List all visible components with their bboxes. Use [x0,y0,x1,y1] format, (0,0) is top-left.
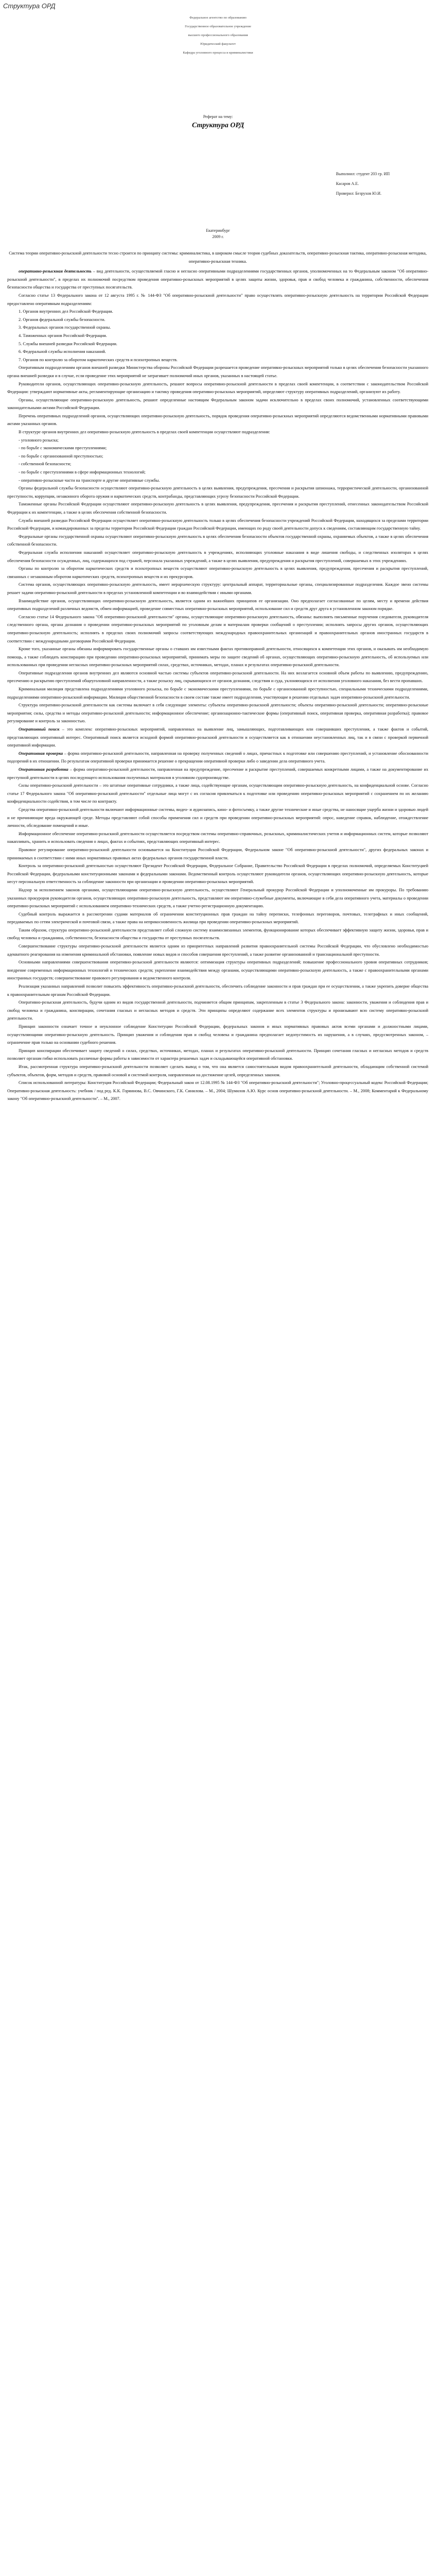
paragraph-text: Оперативные подразделения органов внутренних дел являются основной частью системы субъектов оперативно-розыскной деятельности. На них возлагается основной объем работы по выявлению, предупреждению, пресечению и раскрытию преступлений общеуголовной направленности, а также розыску лиц, скрывающихся от органов дознания, следствия и суда, уклоняющихся от исполнения уголовного наказания, без вести пропавших. [7,670,428,684]
paragraph [7,830,428,846]
paragraph-text: 5. Службы внешней разведки Российской Федерации. [19,341,117,346]
paragraph-text: – это комплекс оперативно-розыскных мероприятий, направленных на выявление лиц, замышляющих, подготавливающих или совершивших преступления, а также фактов и событий, представляющих оперативный интерес. Оперативный поиск является исходной формой оперативно-розыскной деятельности и осуществляется как в отношении неустановленных лиц, так и в связи с проверкой первичной оперативной информации. [7,727,428,748]
paragraph-text: Правовое регулирование оперативно-розыскной деятельности основывается на Конституции Российской Федерации, Федеральном законе "Об оперативно-розыскной деятельности", других федеральных законах и принимаемых в соответствии с ними иных нормативных правовых актах федеральных органов государственной власти. [7,847,428,860]
paragraph-text: Судебный контроль выражается в рассмотрении судами материалов об ограничении конституционных прав граждан на тайну переписки, телефонных переговоров, почтовых, телеграфных и иных сообщений, передаваемых по сетям электрической и почтовой связи, а также права на неприкосновенность жилища при проведении оперативно-розыскных мероприятий. [7,911,428,925]
paragraph [7,926,428,942]
paragraph-text: В структуре органов внутренних дел оперативно-розыскную деятельность в пределах своей компетенции осуществляют подразделения: [19,430,270,435]
essay-title: Структура ОРД [191,122,245,129]
paragraph [7,356,428,364]
paragraph [7,565,428,581]
paragraph [7,1047,428,1063]
paragraph [7,669,428,685]
author-name: Касаров А.Е. [336,181,359,186]
paragraph-text: 6. Федеральной службы исполнения наказаний. [19,349,106,354]
paragraph [7,958,428,982]
paragraph [7,364,428,380]
paragraph [7,396,428,412]
paragraph-text: Согласно статье 13 Федерального закона от 12 августа 1995 г. № 144-ФЗ "Об оперативно-розыскной деятельности" право осуществлять оперативно-розыскную деятельность на территории Российской Федерации предоставлено оперативным подразделениям: [7,293,428,306]
paragraph-text: 4. Таможенных органов Российской Федерации. [19,333,107,338]
paragraph-text: Итак, рассмотренная структура оперативно-розыскной деятельности позволяет сделать вывод о том, что она является самостоятельным видом правоохранительной деятельности, обладающим собственной системой субъектов, объектов, форм, методов и средств, правовой основой и системой контроля, направленным на достижение целей, определенных законом. [7,1064,428,1077]
paragraph [7,581,428,597]
paragraph [7,444,428,452]
paragraph [7,782,428,806]
paragraph-text: Служба внешней разведки Российской Федерации осуществляет оперативно-розыскную деятельность только в целях обеспечения безопасности учреждений Российской Федерации, находящихся за пределами территории Российской Федерации, и командированных за пределы территории Российской Федерации граждан Российской Федерации, имеющих по роду своей деятельности допуск к сведениям, составляющим государственную тайну. [7,518,428,531]
paragraph-text: 3. Федеральных органов государственной охраны. [19,325,111,330]
paragraph-text: – форма оперативно-розыскной деятельности, направленная на предупреждение, пресечение и раскрытие преступлений, совершаемых конкретными лицами, а также на документирование их преступной деятельности в целях последующего использования полученных материалов в уголовном судопроизводстве. [7,767,428,780]
paragraph [7,484,428,500]
paragraph [7,324,428,332]
paragraph-text: Органы по контролю за оборотом наркотических средств и психотропных веществ осуществляют оперативно-розыскную деятельность в целях выявления, предупреждения, пресечения и раскрытия преступлений, связанных с незаконным оборотом наркотических средств, психотропных веществ и их прекурсоров. [7,566,428,579]
paragraph [7,332,428,340]
paragraph [7,292,428,308]
paragraph-text: Система органов, осуществляющих оперативно-розыскную деятельность, имеет иерархическую структуру: центральный аппарат, территориальные органы, специализированные подразделения. Каждое звено системы решает задачи оперативно-розыскной деятельности в пределах установленной компетенции и во взаимодействии с иными органами. [7,582,428,595]
paragraph [7,725,428,750]
signature-block [336,169,390,198]
paragraph-text: Совершенствование структуры оперативно-розыскной деятельности является одним из приоритетных направлений развития правоохранительной системы Российской Федерации, что обусловлено необходимостью адекватного реагирования на изменения криминальной обстановки, появление новых видов и способов совершения преступлений, а также развитие организованной и транснациональной преступности. [7,944,428,957]
paragraph-text: Криминальная милиция представлена подразделениями уголовного розыска, по борьбе с экономическими преступлениями, по борьбе с организованной преступностью, специальными техническими подразделениями, подразделениями оперативно-розыскной информации. Милиция общественной безопасности в своем составе также имеет подразделения, участвующие в решении отдельных задач оперативно-розыскной деятельности. [7,687,428,700]
paragraph [7,750,428,766]
paragraph [7,998,428,1023]
paragraph [7,428,428,436]
paragraph-text: Таможенные органы Российской Федерации осуществляют оперативно-розыскную деятельность в целях выявления, предупреждения, пресечения и раскрытия преступлений, отнесенных законодательством Российской Федерации к их компетенции, а также в целях обеспечения собственной безопасности. [7,502,428,515]
paragraph [7,982,428,998]
paragraph [7,249,428,265]
ministry-line: Государственное образовательное учреждение [185,25,251,28]
paragraph [7,468,428,477]
paragraph [7,942,428,958]
paragraph [7,806,428,830]
term-bold: Оперативная проверка [19,751,63,756]
paragraph [7,316,428,324]
paragraph-text: Информационное обеспечение оперативно-розыскной деятельности осуществляется посредством системы оперативно-справочных, розыскных, криминалистических учетов и информационных систем, которые позволяют накапливать, хранить и использовать сведения о лицах, фактах и событиях, представляющих оперативный интерес. [7,831,428,844]
paragraph [7,348,428,356]
paragraph [7,500,428,516]
essay-label: Реферат на тему: [203,114,233,119]
paragraph-text: Реализация указанных направлений позволит повысить эффективность оперативно-розыскной деятельности, обеспечить соблюдение законности и прав граждан при ее осуществлении, а также укрепить доверие общества к правоохранительным органам Российской Федерации. [7,984,428,997]
paragraph-text: Система теории оперативно-розыскной деятельности тесно строится по принципу системы: криминалистика, в широком смысле теория судебных доказательств, оперативно-розыскная тактика, оперативно-розыскная методика, оперативно-розыскная техника. [9,251,427,264]
paragraph-text: 1. Органов внутренних дел Российской Федерации. [19,309,113,314]
city: Екатеринбург [206,228,230,233]
paragraph [7,460,428,468]
paragraph-text: Таким образом, структура оперативно-розыскной деятельности представляет собой сложную систему взаимосвязанных элементов, функционирование которых обеспечивает эффективную защиту жизни, здоровья, прав и свобод человека и гражданина, собственности, безопасности общества и государства от преступных посягательств. [7,927,428,941]
paragraph-text: Надзор за исполнением законов органами, осуществляющими оперативно-розыскную деятельность, осуществляют Генеральный прокурор Российской Федерации и уполномоченные им прокуроры. По требованию указанных прокуроров руководители органов, осуществляющих оперативно-розыскную деятельность, представляют им оперативно-служебные документы, включающие в себя дела оперативного учета, материалы о проведении оперативно-розыскных мероприятий с использованием оперативно-технических средств, а также учетно-регистрационную документацию. [7,887,428,909]
paragraph-text: Список использованной литературы: Конституция Российской Федерации; Федеральный закон от 12.08.1995 № 144-ФЗ "Об оперативно-розыскной деятельности"; Уголовно-процессуальный кодекс Российской Федерации; Оперативно-розыскная деятельность: учебник / под ред. К.К. Горяинова, В.С. Овчинского, Г.К. Синилова. – М., 2004; Шумилов А.Ю. Курс основ оперативно-розыскной деятельности. – М., 2008; Комментарий к Федеральному закону "Об оперативно-розыскной деятельности". – М., 2007. [7,1080,428,1101]
paragraph [7,862,428,886]
paragraph-text: 7. Органов по контролю за оборотом наркотических средств и психотропных веществ. [19,357,178,362]
paragraph-text: Органы федеральной службы безопасности осуществляют оперативно-розыскную деятельность в целях выявления, предупреждения, пресечения и раскрытия шпионажа, террористической деятельности, организованной преступности, коррупции, незаконного оборота оружия и наркотических средств, контрабанды, представляющих угрозу безопасности Российской Федерации. [7,486,428,499]
paragraph [7,701,428,725]
term-bold: Оперативная разработка [19,767,68,772]
paragraph [7,910,428,926]
paragraph [7,613,428,645]
paragraph [7,1079,428,1103]
paragraph-text: Силы оперативно-розыскной деятельности – это штатные оперативные сотрудники, а также лица, содействующие органам, осуществляющим оперативно-розыскную деятельность, на конфиденциальной основе. Согласно статье 17 Федерального закона "Об оперативно-розыскной деятельности" отдельные лица могут с их согласия привлекаться к подготовке или проведению оперативно-розыскных мероприятий с сохранением по их желанию конфиденциальности содействия, в том числе по контракту. [7,783,428,804]
paragraph-text: Оперативным подразделениям органов внешней разведки Министерства обороны Российской Федерации разрешается проведение оперативно-розыскных мероприятий только в целях обеспечения безопасности указанного органа внешней разведки и в случае, если проведение этих мероприятий не затрагивает полномочий иных органов, указанных в настоящей статье. [7,365,428,378]
paragraph [7,477,428,485]
paragraph-text: - по борьбе с преступлениями в сфере информационных технологий; [19,470,146,475]
term-bold: оперативно-розыскная деятельность [19,269,92,274]
author-line: Выполнил: студент 203 гр. ИП [336,172,390,176]
paragraph-text: Средства оперативно-розыскной деятельности включают информационные системы, видео- и аудиозапись, кино- и фотосъемку, а также другие технические и иные средства, не наносящие ущерба жизни и здоровью людей и не причиняющие вреда окружающей среде. Методы представляют собой способы применения сил и средств при проведении оперативно-розыскных мероприятий: опрос, наведение справок, наблюдение, отождествление личности, обследование помещений и иные. [7,807,428,828]
paragraph [7,597,428,613]
paragraph-text: - собственной безопасности; [19,462,72,467]
paragraph-text: - уголовного розыска; [19,437,59,443]
paragraph [7,685,428,701]
ministry-line: высшего профессионального образования [188,33,248,37]
place-date [0,228,436,240]
paragraph-text: Принцип законности означает точное и неуклонное соблюдение Конституции Российской Федерации, федеральных законов и иных нормативных правовых актов всеми органами и должностными лицами, осуществляющими оперативно-розыскную деятельность. Принцип уважения и соблюдения прав и свобод человека и гражданина предполагает недопустимость их нарушения, а в случаях, предусмотренных законом, – ограничение прав только на основании судебного решения. [7,1024,428,1045]
paragraph [7,452,428,461]
paragraph [7,267,428,292]
paragraph-text: Органы, осуществляющие оперативно-розыскную деятельность, решают определенные настоящим Федеральным законом задачи исключительно в пределах своих полномочий, установленных соответствующими законодательными актами Российской Федерации. [7,397,428,411]
paragraph-text: Кроме того, указанные органы обязаны информировать государственные органы о ставших им известными фактах противоправной деятельности, относящихся к компетенции этих органов, и оказывать им необходимую помощь, а также соблюдать конспирацию при проведении оперативно-розыскных мероприятий, принимать меры по защите сведений об органах, осуществляющих оперативно-розыскную деятельность, об используемых или использованных при проведении негласных оперативно-розыскных мероприятий силах, средствах, источниках, методах, планах и результатах оперативно-розыскной деятельности. [7,647,428,668]
paragraph-text: Руководители органов, осуществляющих оперативно-розыскную деятельность, решают вопросы оперативно-розыскной деятельности в пределах своей компетенции, в соответствии с законодательством Российской Федерации: утверждают нормативные акты, регламентирующие организацию и тактику проведения оперативно-розыскных мероприятий, определяют структуру оперативных подразделений, организуют их работу. [7,381,428,395]
site-title: Структура ОРД [3,2,56,10]
paragraph-text: Основными направлениями совершенствования оперативно-розыскной деятельности являются: оптимизация структуры оперативных подразделений; повышение профессионального уровня оперативных сотрудников; внедрение современных информационных технологий и технических средств; укрепление взаимодействия между органами, осуществляющими оперативно-розыскную деятельность, а также с правоохранительными органами иностранных государств; совершенствование правового регулирования и ведомственного контроля. [7,960,428,981]
paragraph-text: Федеральная служба исполнения наказаний осуществляет оперативно-розыскную деятельность в учреждениях, исполняющих уголовные наказания в виде лишения свободы, и следственных изоляторах в целях обеспечения безопасности осужденных, лиц, содержащихся под стражей, персонала указанных учреждений, а также в целях выявления, предупреждения и раскрытия преступлений, совершаемых в этих учреждениях. [7,550,428,563]
paragraph-text: Согласно статье 14 Федерального закона "Об оперативно-розыскной деятельности" органы, осуществляющие оперативно-розыскную деятельность, обязаны: выполнять письменные поручения следователя, руководителя следственного органа, органа дознания о проведении оперативно-розыскных мероприятий по уголовным делам и материалам проверки сообщений о преступлении; исполнять запросы других органов, осуществляющих оперативно-розыскную деятельность; исполнять в пределах своих полномочий запросы соответствующих международных правоохранительных организаций и правоохранительных органов иностранных государств в соответствии с международными договорами Российской Федерации. [7,614,428,643]
paragraph-text: 2. Органов федеральной службы безопасности. [19,317,106,322]
paragraph [7,340,428,348]
paragraph-text: Оперативно-розыскная деятельность, будучи одним из видов государственной деятельности, подчиняется общим принципам, закрепленным в статье 3 Федерального закона: законности, уважения и соблюдения прав и свобод человека и гражданина, конспирации, сочетания гласных и негласных методов и средств. Эти принципы определяют содержание всех элементов структуры и пронизывают всю систему оперативно-розыскной деятельности. [7,1000,428,1021]
paragraph [7,412,428,428]
paragraph [7,533,428,549]
paragraph [7,1023,428,1047]
paragraph-text: Федеральные органы государственной охраны осуществляют оперативно-розыскную деятельность в целях обеспечения безопасности объектов государственной охраны, охраняемых объектов, а также в целях обеспечения собственной безопасности. [7,534,428,547]
ministry-line: Кафедра уголовного процесса и криминалистики [183,51,253,55]
paragraph [7,308,428,316]
term-bold: Оперативный поиск [19,727,60,732]
paragraph-text: Структура оперативно-розыскной деятельности как системы включает в себя следующие элементы: субъекты оперативно-розыскной деятельности; объекты оперативно-розыскной деятельности; оперативно-розыскные мероприятия; силы, средства и методы оперативно-розыскной деятельности; информационное обеспечение; организационно-тактические формы (оперативный поиск, оперативная проверка, оперативная разработка); правовое регулирование и контроль за законностью. [7,703,428,724]
paragraph-text: - по борьбе с организованной преступностью; [19,453,103,459]
paragraph [7,645,428,669]
reviewer-line: Проверил: Безрухов Ю.И. [336,191,381,196]
ministry-line: Федеральное агентство по образованию [189,16,247,20]
paragraph-text: – вид деятельности, осуществляемой гласно и негласно оперативными подразделениями государственных органов, уполномоченных на то Федеральным законом "Об оперативно-розыскной деятельности", в пределах их полномочий посредством проведения оперативно-розыскных мероприятий в целях защиты жизни, здоровья, прав и свобод человека и гражданина, собственности, обеспечения безопасности общества и государства от преступных посягательств. [7,269,428,290]
paragraph-text: Взаимодействие органов, осуществляющих оперативно-розыскную деятельность, является одним из важнейших принципов ее организации. Оно предполагает согласованные по целям, месту и времени действия оперативных подразделений различных ведомств, обмен информацией, проведение совместных оперативно-розыскных мероприятий, использование сил и средств друг друга в установленном законом порядке. [7,598,428,612]
paragraph [7,886,428,910]
ministry-line: Юридический факультет [200,42,236,46]
paragraph [7,517,428,533]
paragraph [7,1063,428,1079]
paragraph [7,380,428,396]
paragraph [7,846,428,862]
ministry-header [0,13,436,57]
paragraph-text: Принцип конспирации обеспечивает защиту сведений о силах, средствах, источниках, методах, планах и результатах оперативно-розыскной деятельности. Принцип сочетания гласных и негласных методов и средств позволяет органам гибко использовать различные формы работы в зависимости от характера решаемых задач и складывающейся оперативной обстановки. [7,1048,428,1061]
paragraph-text: - оперативно-розыскные части на транспорте и другие оперативные службы. [19,478,160,483]
paragraph-text: Контроль за оперативно-розыскной деятельностью осуществляют Президент Российской Федерации, Федеральное Собрание, Правительство Российской Федерации в пределах полномочий, определяемых Конституцией Российской Федерации, федеральными конституционными законами и федеральными законами. Ведомственный контроль осуществляют руководители органов, осуществляющих оперативно-розыскную деятельность, которые несут персональную ответственность за соблюдение законности при организации и проведении оперативно-розыскных мероприятий. [7,863,428,885]
paragraph [7,549,428,565]
essay-body [7,247,428,2576]
paragraph [7,436,428,445]
year: 2009 г. [212,234,224,239]
paragraph-text: – форма оперативно-розыскной деятельности, направленная на проверку полученных сведений о лицах, причастных к подготовке или совершению преступлений, и установление обоснованности подозрений в их отношении. По результатам оперативной проверки принимается решение о прекращении оперативной проверки либо о заведении дела оперативного учета. [7,751,428,764]
paragraph-text: - по борьбе с экономическими преступлениями; [19,446,107,451]
paragraph [7,766,428,782]
paragraph-text: Перечень оперативных подразделений органов, осуществляющих оперативно-розыскную деятельность, порядок проведения оперативно-розыскных мероприятий определяются ведомственными нормативными правовыми актами указанных органов. [7,413,428,427]
